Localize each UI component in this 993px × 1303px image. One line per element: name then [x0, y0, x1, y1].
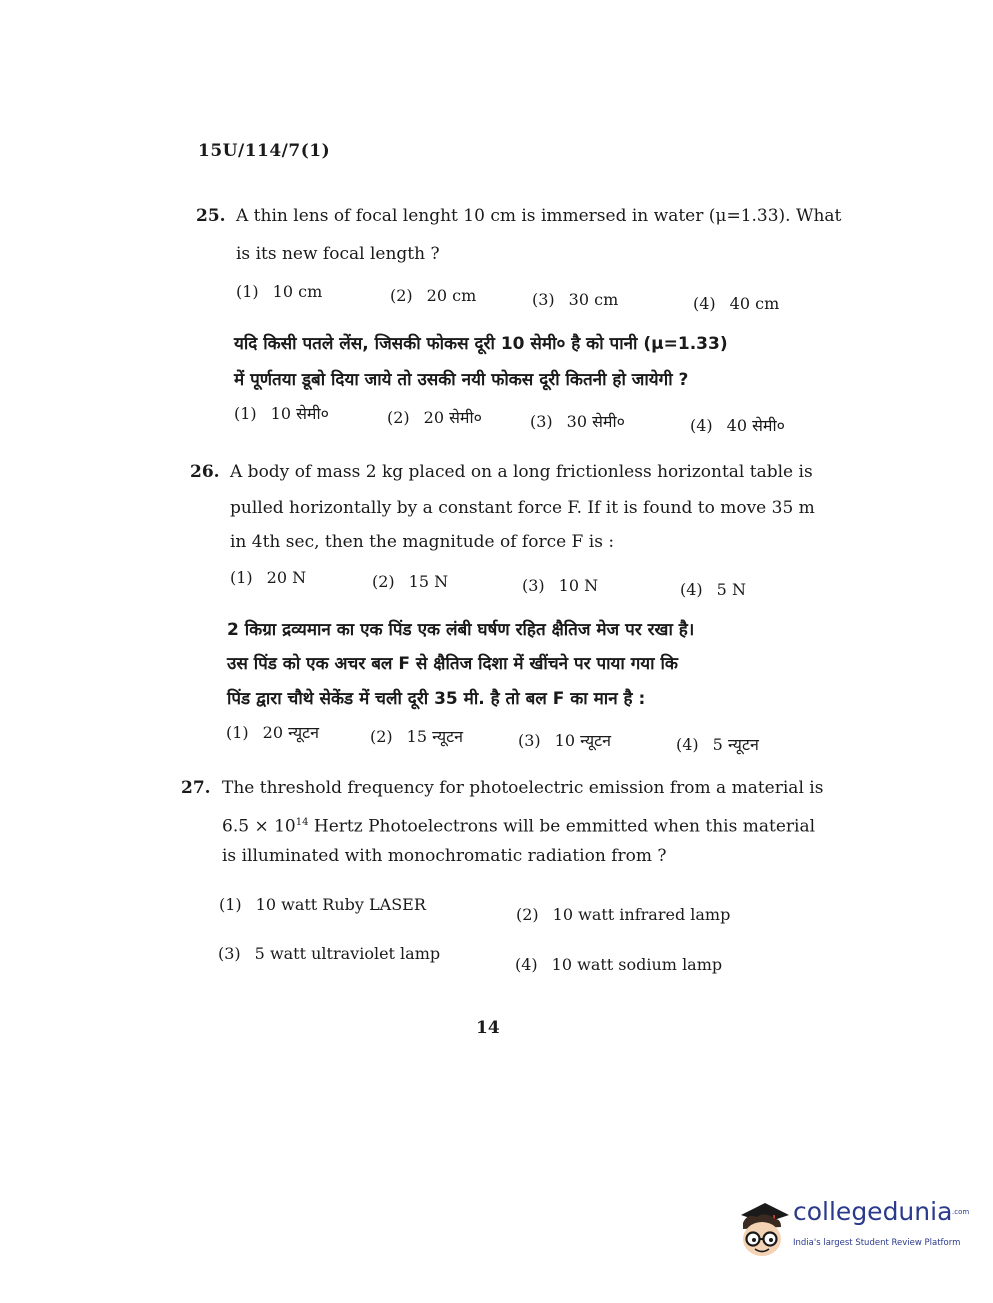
question-number: 27. [181, 778, 211, 798]
option-4: (4) 5 N [680, 580, 746, 599]
option-2: (2) 15 N [372, 572, 449, 591]
option-4: (4) 40 cm [693, 294, 780, 313]
question-text-line: A thin lens of focal lenght 10 cm is immersed in water (μ=1.33). What [236, 206, 842, 226]
logo-tagline: India's largest Student Review Platform [793, 1238, 961, 1248]
option-4: (4) 10 watt sodium lamp [515, 955, 723, 974]
hindi-text-line: में पूर्णतया डूबो दिया जाये तो उसकी नयी फोकस दूरी कितनी हो जायेगी ? [234, 370, 689, 390]
hindi-text-line: यदि किसी पतले लेंस, जिसकी फोकस दूरी 10 सेमी० है को पानी (μ=1.33) [234, 334, 728, 354]
option-3: (3) 30 cm [532, 290, 619, 309]
paper-code: 15U/114/7(1) [198, 141, 331, 161]
logo-wordmark: collegedunia [793, 1197, 953, 1226]
option-1: (1) 20 N [230, 568, 307, 587]
hindi-option-1: (1) 10 सेमी० [234, 404, 329, 423]
question-number: 25. [196, 206, 226, 226]
option-1: (1) 10 cm [236, 282, 323, 301]
hindi-option-2: (2) 20 सेमी० [387, 408, 482, 427]
collegedunia-logo [735, 1193, 970, 1263]
question-text-line: is its new focal length ? [236, 244, 440, 264]
hindi-option-3: (3) 10 न्यूटन [518, 731, 612, 750]
logo-domain-suffix: .com [952, 1208, 970, 1216]
hindi-option-3: (3) 30 सेमी० [530, 412, 625, 431]
question-text-line: pulled horizontally by a constant force F. If it is found to move 35 m [230, 498, 815, 518]
option-3: (3) 5 watt ultraviolet lamp [218, 944, 441, 963]
hindi-text-line: पिंड द्वारा चौथे सेकेंड में चली दूरी 35 मी. है तो बल F का मान है : [227, 689, 646, 709]
question-text-line: The threshold frequency for photoelectric emission from a material is [222, 778, 824, 798]
page-number: 14 [476, 1018, 500, 1038]
option-2: (2) 10 watt infrared lamp [516, 905, 731, 924]
question-number: 26. [190, 462, 220, 482]
question-text-line: in 4th sec, then the magnitude of force F is : [230, 532, 615, 552]
option-3: (3) 10 N [522, 576, 599, 595]
hindi-option-4: (4) 40 सेमी० [690, 416, 785, 435]
hindi-option-4: (4) 5 न्यूटन [676, 735, 759, 754]
question-text-line: A body of mass 2 kg placed on a long frictionless horizontal table is [230, 462, 813, 482]
option-2: (2) 20 cm [390, 286, 477, 305]
hindi-text-line: उस पिंड को एक अचर बल F से क्षैतिज दिशा में खींचने पर पाया गया कि [227, 654, 678, 674]
question-text-line: $6.5 \times 10^{14}$ Hertz Photoelectrons will be emmitted when this material [222, 816, 816, 837]
hindi-option-2: (2) 15 न्यूटन [370, 727, 464, 746]
mascot-icon [735, 1193, 793, 1259]
hindi-text-line: 2 किग्रा द्रव्यमान का एक पिंड एक लंबी घर्षण रहित क्षैतिज मेज पर रखा है। [227, 620, 695, 640]
option-1: (1) 10 watt Ruby LASER [219, 895, 426, 914]
hindi-option-1: (1) 20 न्यूटन [226, 723, 320, 742]
question-text-line: is illuminated with monochromatic radiation from ? [222, 846, 667, 866]
